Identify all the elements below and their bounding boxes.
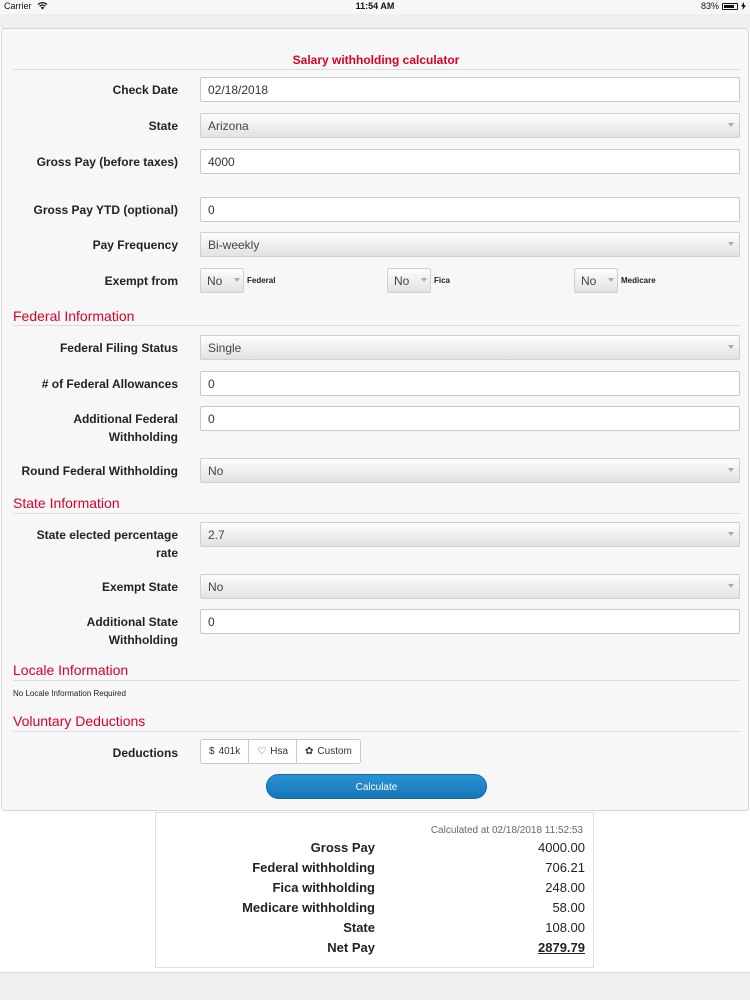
result-value: 248.00 — [545, 880, 585, 895]
additional-state-label-line2: Withholding — [108, 633, 178, 647]
result-value: 4000.00 — [538, 840, 585, 855]
heart-icon: ♡ — [257, 746, 267, 757]
clock: 11:54 AM — [355, 1, 395, 11]
gear-icon: ✿ — [305, 746, 314, 757]
state-section-heading: State Information — [13, 495, 120, 511]
net-pay-value: 2879.79 — [538, 940, 585, 955]
result-row — [156, 900, 595, 920]
exempt-from-label: Exempt from — [104, 274, 178, 288]
hsa-button[interactable] — [249, 740, 297, 763]
chevron-down-icon — [419, 273, 429, 288]
custom-button[interactable] — [297, 740, 360, 763]
state-divider — [13, 513, 740, 514]
hsa-label: Hsa — [270, 746, 289, 757]
status-bar — [0, 0, 750, 14]
exempt-fica-select[interactable] — [387, 268, 431, 293]
state-elected-rate-select[interactable] — [200, 522, 740, 547]
exempt-federal-value: No — [207, 274, 223, 288]
locale-note: No Locale Information Required — [13, 689, 126, 698]
state-select[interactable] — [200, 113, 740, 138]
additional-federal-label-line2: Withholding — [108, 430, 178, 444]
carrier-label: Carrier — [4, 1, 32, 11]
exempt-medicare-select[interactable] — [574, 268, 618, 293]
charging-bolt-icon — [741, 2, 746, 10]
federal-filing-status-select[interactable] — [200, 335, 740, 360]
result-label: Medicare withholding — [242, 900, 375, 915]
pay-frequency-label: Pay Frequency — [92, 238, 178, 252]
state-label: State — [148, 119, 178, 133]
additional-state-withholding-label — [12, 613, 178, 649]
exempt-federal-select[interactable] — [200, 268, 244, 293]
federal-section-heading: Federal Information — [13, 308, 135, 324]
additional-federal-withholding-input[interactable]: 0 — [200, 406, 740, 431]
chevron-down-icon — [726, 118, 736, 133]
chevron-down-icon — [726, 463, 736, 478]
battery-percent: 83% — [700, 1, 719, 11]
additional-state-label-line1: Additional State — [86, 615, 178, 629]
chevron-down-icon — [606, 273, 616, 288]
state-elected-rate-value: 2.7 — [208, 528, 225, 542]
state-value: Arizona — [208, 119, 249, 133]
calculated-at-timestamp: Calculated at 02/18/2018 11:52:53 — [430, 825, 583, 836]
chevron-down-icon — [726, 527, 736, 542]
chevron-down-icon — [726, 579, 736, 594]
additional-federal-label-line1: Additional Federal — [73, 412, 178, 426]
result-row-net-pay — [156, 940, 595, 960]
pay-frequency-value: Bi-weekly — [208, 238, 260, 252]
state-elected-rate-label — [12, 526, 178, 562]
bottom-band — [0, 972, 750, 1000]
exempt-medicare-label: Medicare — [621, 276, 656, 285]
exempt-state-label: Exempt State — [101, 580, 178, 594]
exempt-federal-label: Federal — [247, 276, 276, 285]
calculate-button[interactable]: Calculate — [266, 774, 487, 799]
gross-pay-label: Gross Pay (before taxes) — [36, 155, 178, 169]
custom-label: Custom — [317, 746, 352, 757]
401k-label: 401k — [218, 746, 241, 757]
additional-federal-withholding-label — [12, 410, 178, 446]
result-value: 706.21 — [545, 860, 585, 875]
federal-filing-status-label: Federal Filing Status — [59, 341, 178, 355]
federal-allowances-input[interactable]: 0 — [200, 371, 740, 396]
voluntary-section-heading: Voluntary Deductions — [13, 713, 146, 729]
federal-allowances-label: # of Federal Allowances — [41, 377, 178, 391]
exempt-fica-value: No — [394, 274, 410, 288]
round-federal-withholding-value: No — [208, 464, 224, 478]
chevron-down-icon — [726, 340, 736, 355]
result-value: 58.00 — [552, 900, 585, 915]
gross-pay-ytd-input[interactable]: 0 — [200, 197, 740, 222]
gross-pay-ytd-label: Gross Pay YTD (optional) — [33, 203, 178, 217]
result-label: Fica withholding — [272, 880, 375, 895]
voluntary-divider — [13, 731, 740, 732]
result-label: Gross Pay — [310, 840, 375, 855]
state-elected-rate-label-line1: State elected percentage — [36, 528, 178, 542]
exempt-state-select[interactable] — [200, 574, 740, 599]
title-divider — [13, 69, 740, 70]
result-value: 108.00 — [545, 920, 585, 935]
result-row — [156, 880, 595, 900]
result-row — [156, 860, 595, 880]
result-row — [156, 920, 595, 940]
calculator-panel — [1, 28, 749, 811]
round-federal-withholding-label: Round Federal Withholding — [21, 464, 178, 478]
pay-frequency-select[interactable] — [200, 232, 740, 257]
state-elected-rate-label-line2: rate — [155, 546, 178, 560]
battery-indicator — [701, 1, 746, 11]
net-pay-label: Net Pay — [327, 940, 375, 955]
top-band — [0, 14, 750, 28]
deductions-label: Deductions — [112, 746, 178, 760]
federal-filing-status-value: Single — [208, 341, 242, 355]
chevron-down-icon — [232, 273, 242, 288]
result-label: Federal withholding — [252, 860, 375, 875]
gross-pay-input[interactable]: 4000 — [200, 149, 740, 174]
page-title: Salary withholding calculator — [292, 53, 460, 67]
result-label: State — [343, 920, 375, 935]
chevron-down-icon — [726, 237, 736, 252]
results-panel — [155, 812, 594, 968]
federal-divider — [13, 325, 740, 326]
result-row — [156, 840, 595, 860]
exempt-fica-label: Fica — [434, 276, 451, 285]
additional-state-withholding-input[interactable]: 0 — [200, 609, 740, 634]
battery-icon — [722, 3, 738, 10]
check-date-input[interactable]: 02/18/2018 — [200, 77, 740, 102]
dollar-icon: $ — [209, 746, 215, 757]
locale-section-heading: Locale Information — [13, 662, 129, 678]
battery-level — [724, 5, 734, 8]
exempt-medicare-value: No — [581, 274, 597, 288]
check-date-label: Check Date — [112, 83, 178, 97]
round-federal-withholding-select[interactable] — [200, 458, 740, 483]
exempt-state-value: No — [208, 580, 224, 594]
locale-divider — [13, 680, 740, 681]
deductions-button-group — [200, 739, 361, 764]
401k-button[interactable] — [201, 740, 249, 763]
